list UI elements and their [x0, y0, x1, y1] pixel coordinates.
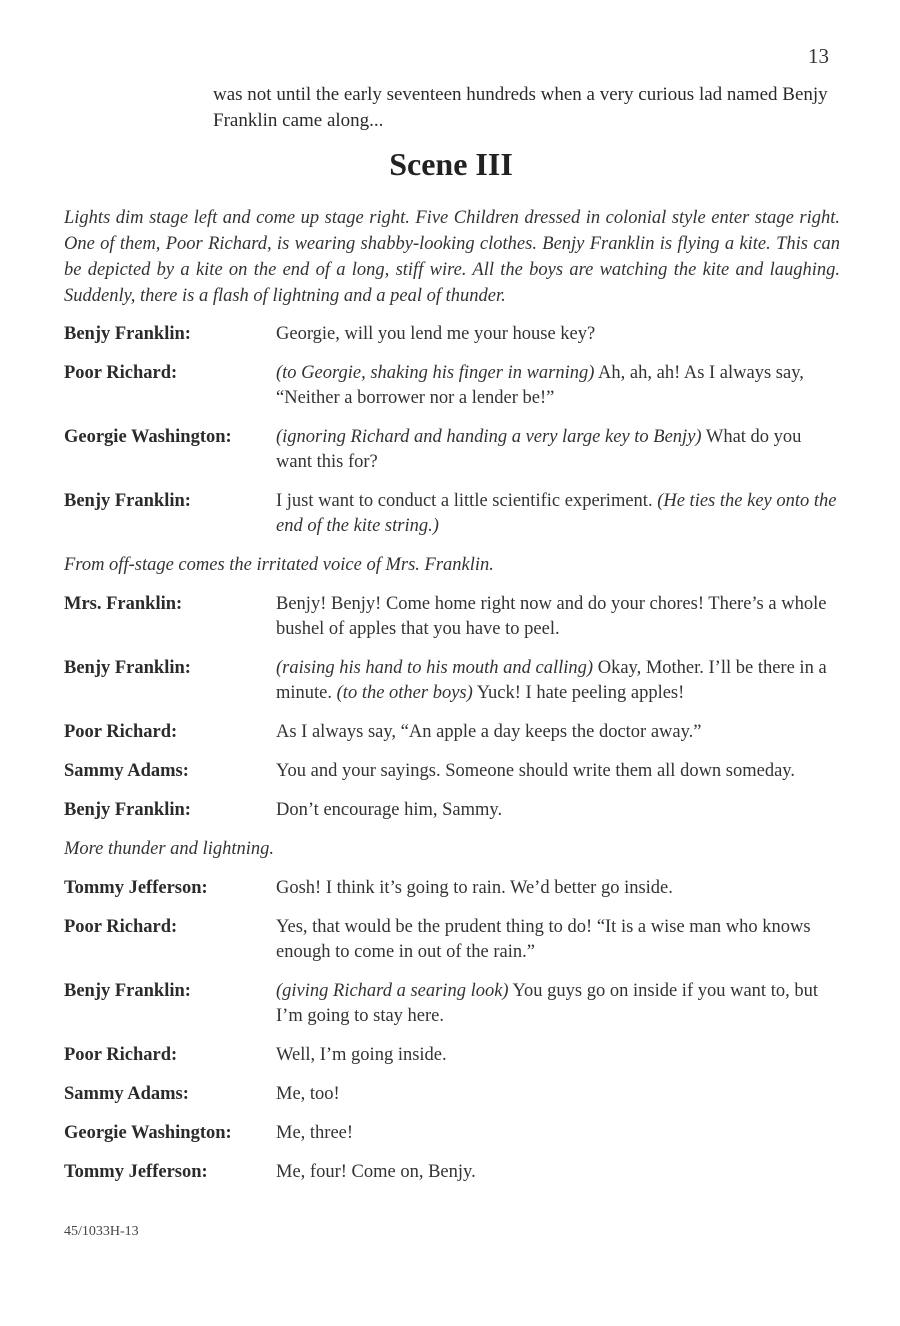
speech	[276, 1043, 840, 1068]
speech-text: As I always say, “An apple a day keeps the doctor away.”	[276, 722, 702, 742]
inline-stage-direction: (ignoring Richard and handing a very large key to Benjy)	[276, 427, 702, 447]
speech-text: What do you want this for?	[276, 427, 802, 472]
speech-text: Benjy! Benjy! Come home right now and do your chores! There’s a whole bushel of apples that you have to peel.	[276, 594, 827, 639]
speaker-name: Tommy Jefferson:	[64, 1162, 208, 1182]
speech	[276, 1121, 840, 1146]
speech-text: You guys go on inside if you want to, but I’m going to stay here.	[276, 981, 818, 1026]
speaker-name: Poor Richard:	[64, 1045, 178, 1065]
speech-text: Me, three!	[276, 1123, 354, 1143]
speaker-name: Benjy Franklin:	[64, 981, 191, 1001]
speech-text: Okay, Mother. I’ll be there in a minute.	[276, 658, 827, 703]
speaker-name: Sammy Adams:	[64, 761, 189, 781]
scene-title-text: Scene III	[389, 146, 513, 182]
speaker-name: Poor Richard:	[64, 722, 178, 742]
speech-text: Well, I’m going inside.	[276, 1045, 447, 1065]
speaker-name: Benjy Franklin:	[64, 800, 191, 820]
dialogue-line	[64, 1043, 840, 1068]
dialogue-line	[64, 1160, 840, 1185]
dialogue-line	[64, 759, 840, 784]
speech-text: Yuck! I hate peeling apples!	[476, 683, 685, 703]
speaker-name: Tommy Jefferson:	[64, 878, 208, 898]
dialogue-line	[64, 489, 840, 539]
dialogue-line	[64, 425, 840, 475]
dialogue-line	[64, 656, 840, 706]
dialogue-line	[64, 720, 840, 745]
dialogue-line	[64, 979, 840, 1029]
speech-text: Me, four! Come on, Benjy.	[276, 1162, 476, 1182]
speech	[276, 489, 840, 539]
speech-text: Georgie, will you lend me your house key?	[276, 324, 596, 344]
inline-stage-direction: (raising his hand to his mouth and calling)	[276, 658, 594, 678]
speech	[276, 798, 840, 823]
speech-text: You and your sayings. Someone should write them all down someday.	[276, 761, 795, 781]
speaker-name: Georgie Washington:	[64, 1123, 232, 1143]
speech	[276, 759, 840, 784]
speech	[276, 876, 840, 901]
speech-text: Me, too!	[276, 1084, 340, 1104]
speech-text: Gosh! I think it’s going to rain. We’d better go inside.	[276, 878, 673, 898]
inline-stage-direction: (giving Richard a searing look)	[276, 981, 509, 1001]
page-number: 13	[808, 44, 829, 68]
dialogue-line	[64, 361, 840, 411]
speech	[276, 322, 840, 347]
speech	[276, 425, 840, 475]
speaker-name: Benjy Franklin:	[64, 658, 191, 678]
intro-paragraph: was not until the early seventeen hundreds when a very curious lad named Benjy Franklin came along...	[213, 84, 828, 131]
inline-stage-direction: (to Georgie, shaking his finger in warning)	[276, 363, 595, 383]
speech	[276, 1082, 840, 1107]
dialogue-line	[64, 1082, 840, 1107]
speech	[276, 720, 840, 745]
speaker-name: Sammy Adams:	[64, 1084, 189, 1104]
stage-direction: More thunder and lightning.	[64, 839, 274, 859]
stage-direction: From off-stage comes the irritated voice of Mrs. Franklin.	[64, 555, 494, 575]
speech-text: Yes, that would be the prudent thing to do! “It is a wise man who knows enough to come in out of the rain.”	[276, 917, 811, 962]
speaker-name: Mrs. Franklin:	[64, 594, 183, 614]
speech	[276, 656, 840, 706]
dialogue-line	[64, 1121, 840, 1146]
speech-text: Don’t encourage him, Sammy.	[276, 800, 503, 820]
inline-stage-direction: (He ties the key onto the end of the kite string.)	[276, 491, 837, 536]
speech	[276, 979, 840, 1029]
script-body	[64, 322, 840, 1199]
speaker-name: Benjy Franklin:	[64, 491, 191, 511]
dialogue-line	[64, 876, 840, 901]
footer-code: 45/1033H-13	[64, 1224, 139, 1239]
speech	[276, 1160, 840, 1185]
speech-text: I just want to conduct a little scientific experiment.	[276, 491, 653, 511]
speech	[276, 361, 840, 411]
speech-text: Ah, ah, ah! As I always say, “Neither a borrower nor a lender be!”	[276, 363, 804, 408]
dialogue-line	[64, 798, 840, 823]
opening-stage-direction: Lights dim stage left and come up stage right. Five Children dressed in colonial style enter stage right. One of them, Poor Richard, is wearing shabby-looking clothes. Benjy Franklin is flying a kite. This can be depicted by a kite on the end of a long, stiff wire. All the boys are watching the kite and laughing. Suddenly, there is a flash of lightning and a peal of thunder.	[64, 208, 840, 306]
speaker-name: Poor Richard:	[64, 917, 178, 937]
dialogue-line	[64, 322, 840, 347]
scene-title	[0, 146, 900, 183]
inline-stage-direction: (to the other boys)	[336, 683, 473, 703]
speaker-name: Poor Richard:	[64, 363, 178, 383]
dialogue-line	[64, 915, 840, 965]
dialogue-line	[64, 592, 840, 642]
speaker-name: Benjy Franklin:	[64, 324, 191, 344]
speech	[276, 915, 840, 965]
speaker-name: Georgie Washington:	[64, 427, 232, 447]
speech	[276, 592, 840, 642]
